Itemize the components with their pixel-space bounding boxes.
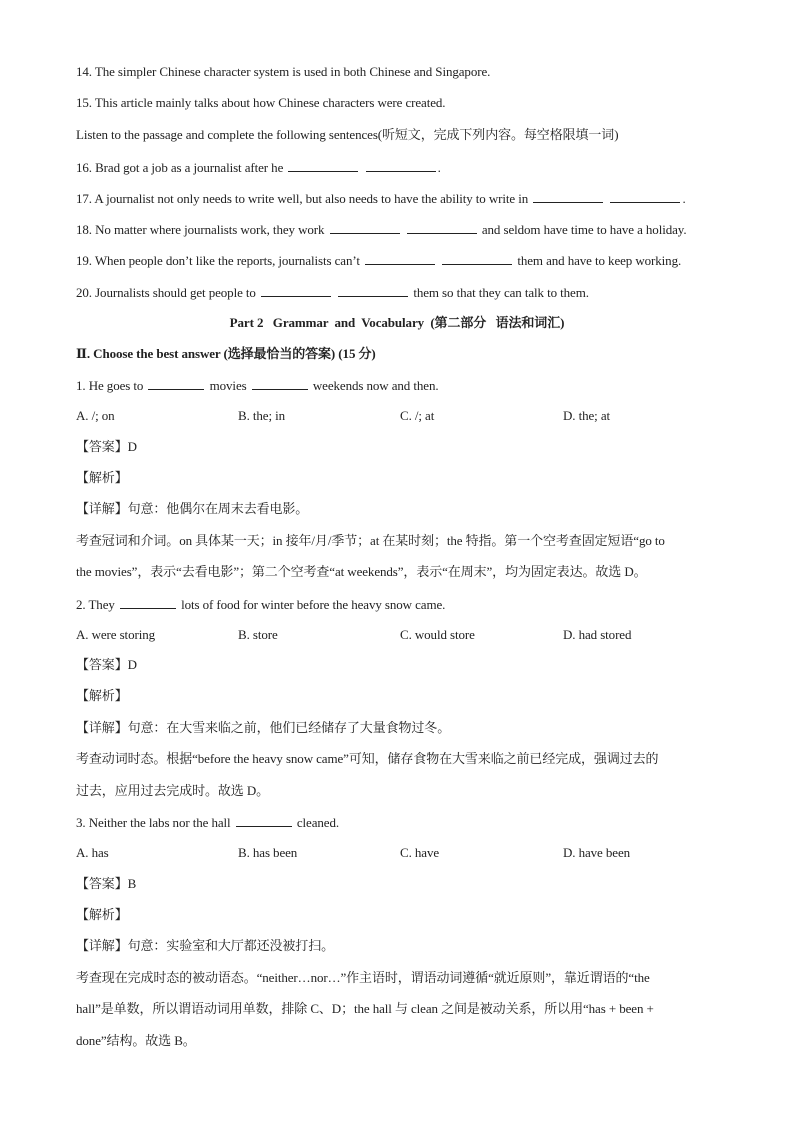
explanation-1-line-1: 考查冠词和介词。on 具体某一天；in 接年/月/季节；at 在某时刻；the 特指。第一个空考查固定短语“go to: [76, 533, 665, 548]
mc-question-1: [76, 377, 718, 394]
option-c[interactable]: C. /; at: [400, 408, 435, 423]
option-d[interactable]: D. had stored: [563, 627, 632, 642]
answer-blank[interactable]: [330, 221, 400, 234]
answer-blank[interactable]: [338, 284, 408, 297]
answer-blank[interactable]: [366, 159, 436, 172]
options-row-3: [76, 845, 718, 861]
answer-blank: [120, 596, 176, 609]
question-17-end: .: [682, 191, 686, 206]
question-1-stem-b: movies: [209, 378, 247, 393]
question-15: 15. This article mainly talks about how Chinese characters were created.: [76, 95, 446, 110]
question-16-end: .: [437, 160, 441, 175]
detail-1: 【详解】句意：他偶尔在周末去看电影。: [76, 501, 309, 516]
option-a[interactable]: A. /; on: [76, 408, 115, 423]
listening-instruction: Listen to the passage and complete the following sentences(听短文，完成下列内容。每空格限填一词): [76, 127, 619, 142]
question-3-stem-b: cleaned.: [296, 815, 340, 830]
detail-3: 【详解】句意：实验室和大厅都还没被打扫。: [76, 938, 335, 953]
explanation-3-line-1: 考查现在完成时态的被动语态。“neither…nor…”作主语时，谓语动词遵循“就近原则”，靠近谓语的“the: [76, 970, 650, 985]
answer-blank: [252, 377, 308, 390]
answer-blank[interactable]: [610, 190, 680, 203]
question-18: [76, 221, 718, 238]
explanation-3-line-2: hall”是单数，所以谓语动词用单数，排除 C、D；the hall 与 clean 之间是被动关系，所以用“has + been +: [76, 1001, 654, 1016]
question-18-text: 18. No matter where journalists work, they work: [76, 222, 325, 237]
question-16-text: 16. Brad got a job as a journalist after he: [76, 160, 284, 175]
answer-2: 【答案】D: [76, 657, 137, 672]
answer-blank[interactable]: [442, 252, 512, 265]
question-20-text: 20. Journalists should get people to: [76, 285, 256, 300]
explanation-3-line-3: done”结构。故选 B。: [76, 1033, 196, 1048]
question-19: [76, 252, 718, 269]
detail-2: 【详解】句意：在大雪来临之前，他们已经储存了大量食物过冬。: [76, 720, 451, 735]
question-19-end: them and have to keep working.: [517, 253, 682, 268]
answer-blank[interactable]: [533, 190, 603, 203]
answer-blank[interactable]: [365, 252, 435, 265]
answer-blank: [236, 814, 292, 827]
question-17: [76, 190, 718, 207]
explanation-2-line-2: 过去，应用过去完成时。故选 D。: [76, 783, 270, 798]
option-b[interactable]: B. has been: [238, 845, 298, 860]
analysis-label-2: 【解析】: [76, 688, 128, 703]
question-19-text: 19. When people don’t like the reports, journalists can’t: [76, 253, 360, 268]
explanation-1-line-2: the movies”，表示“去看电影”；第二个空考查“at weekends”，表示“在周末”，均为固定表达。故选 D。: [76, 564, 647, 579]
option-b[interactable]: B. store: [238, 627, 278, 642]
answer-3: 【答案】B: [76, 876, 137, 891]
option-c[interactable]: C. would store: [400, 627, 475, 642]
question-1-stem-a: 1. He goes to: [76, 378, 144, 393]
answer-blank[interactable]: [407, 221, 477, 234]
answer-1: 【答案】D: [76, 439, 137, 454]
part2-title: Part 2 Grammar and Vocabulary (第二部分 语法和词汇): [229, 315, 565, 330]
analysis-label-3: 【解析】: [76, 907, 128, 922]
mc-question-3: [76, 814, 718, 831]
question-2-stem-a: 2. They: [76, 597, 115, 612]
answer-blank[interactable]: [288, 159, 358, 172]
question-18-end: and seldom have time to have a holiday.: [481, 222, 687, 237]
mc-question-2: [76, 596, 718, 613]
option-a[interactable]: A. were storing: [76, 627, 156, 642]
option-d[interactable]: D. have been: [563, 845, 631, 860]
answer-blank[interactable]: [261, 284, 331, 297]
options-row-1: [76, 408, 718, 424]
question-14: 14. The simpler Chinese character system is used in both Chinese and Singapore.: [76, 64, 491, 79]
option-a[interactable]: A. has: [76, 845, 109, 860]
option-d[interactable]: D. the; at: [563, 408, 611, 423]
question-16: [76, 159, 718, 176]
question-2-stem-b: lots of food for winter before the heavy snow came.: [181, 597, 446, 612]
question-20: [76, 284, 718, 301]
analysis-label-1: 【解析】: [76, 470, 128, 485]
options-row-2: [76, 627, 718, 643]
section2-title: Ⅱ. Choose the best answer (选择最恰当的答案) (15 分): [76, 346, 376, 361]
answer-blank: [148, 377, 204, 390]
explanation-2-line-1: 考查动词时态。根据“before the heavy snow came”可知，储存食物在大雪来临之前已经完成，强调过去的: [76, 751, 659, 766]
option-c[interactable]: C. have: [400, 845, 440, 860]
question-1-stem-c: weekends now and then.: [312, 378, 439, 393]
question-3-stem-a: 3. Neither the labs nor the hall: [76, 815, 231, 830]
question-17-text: 17. A journalist not only needs to write well, but also needs to have the ability to write in: [76, 191, 529, 206]
question-20-end: them so that they can talk to them.: [413, 285, 589, 300]
option-b[interactable]: B. the; in: [238, 408, 286, 423]
